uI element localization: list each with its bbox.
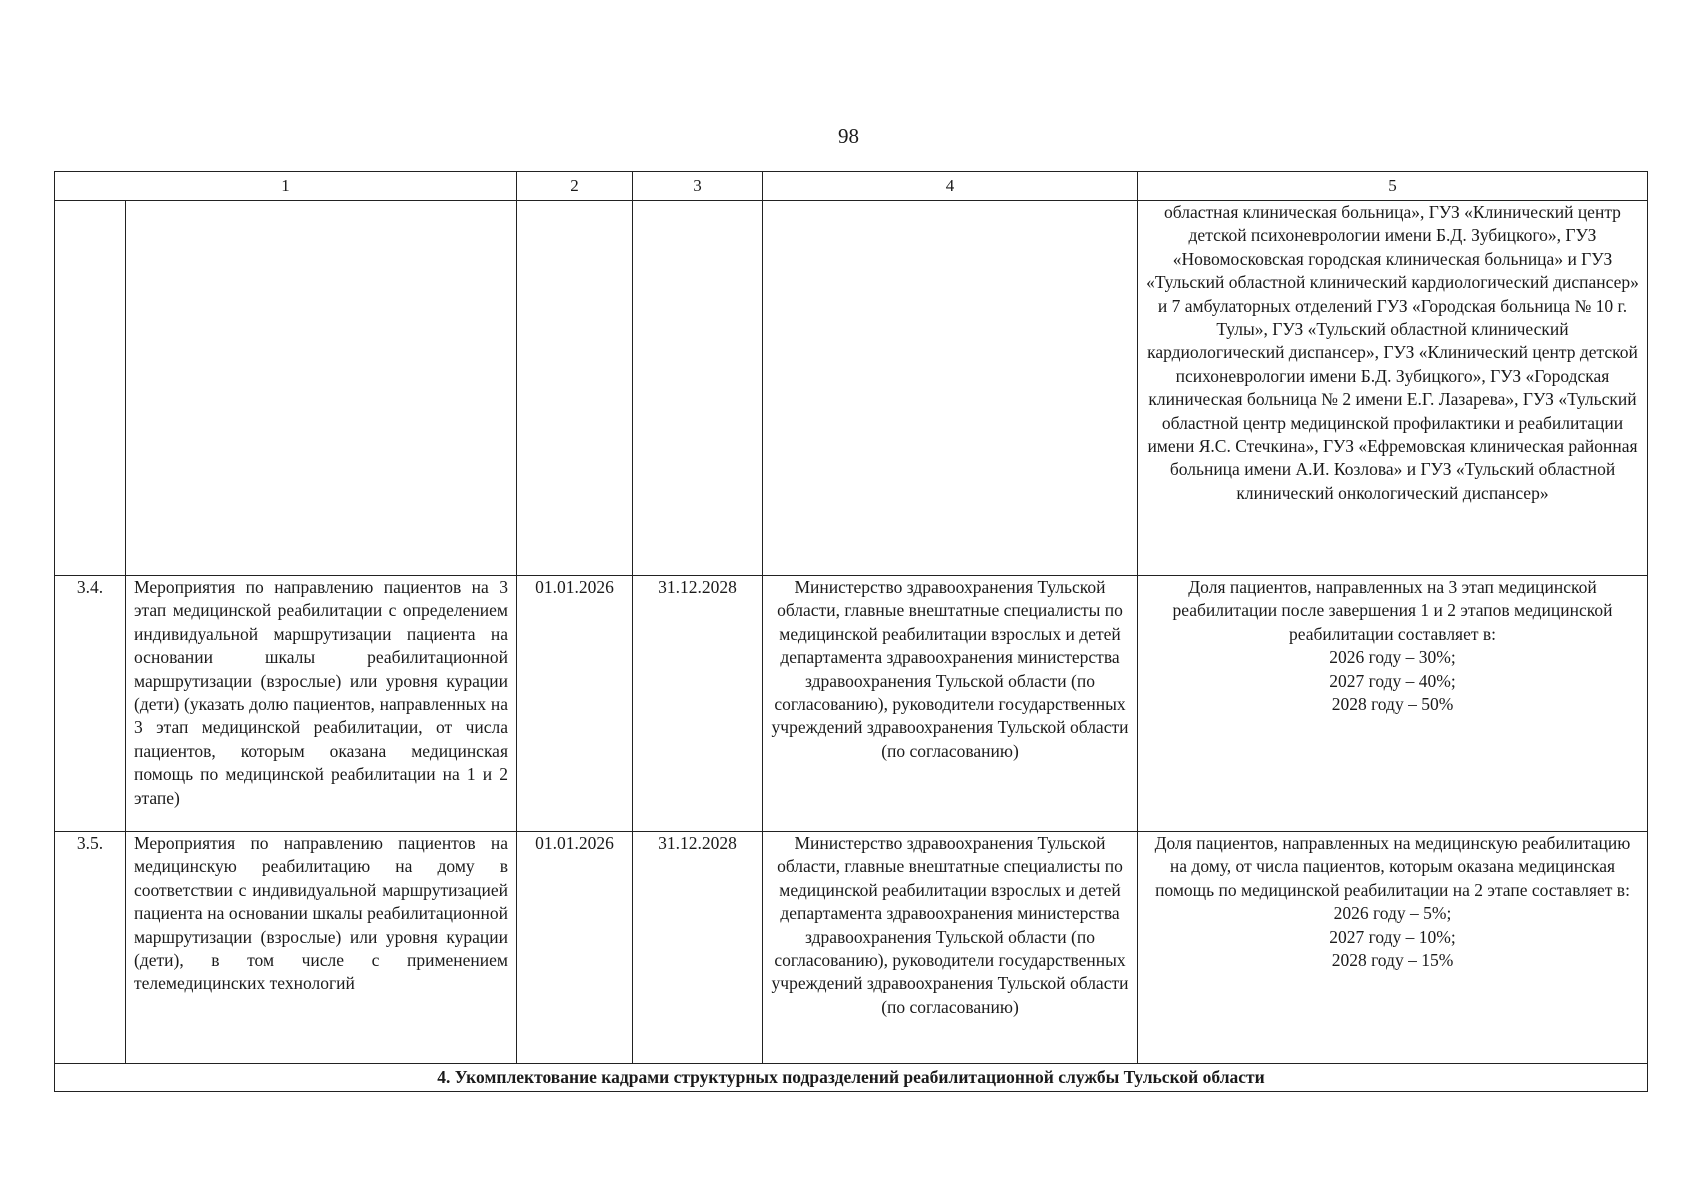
continuation-end-cell <box>633 201 763 576</box>
header-col-1: 1 <box>55 172 517 201</box>
activity-name: Мероприятия по направлению пациентов на 3 этап медицинской реабилитации с определением индивидуальной маршрутизации пациента на основании шкалы реабилитационной маршрутизации (взрослые) или уровня курации (дети) (указать долю пациентов, направленных на 3 этап медицинской реабилитации, от числа пациентов, которым оказана медицинская помощь по медицинской реабилитации на 1 и 2 этапе) <box>126 576 517 832</box>
start-date: 01.01.2026 <box>517 832 633 1064</box>
end-date: 31.12.2028 <box>633 576 763 832</box>
page-number: 98 <box>838 124 859 148</box>
continuation-name-cell <box>126 201 517 576</box>
responsible-executors: Министерство здравоохранения Тульской области, главные внештатные специалисты по медицинской реабилитации взрослых и детей департамента здравоохранения министерства здравоохранения Тульской области (по согласованию), руководители государственных учреждений здравоохранения Тульской области (по согласованию) <box>763 832 1138 1064</box>
indicator-cell <box>1138 576 1648 832</box>
indicator-cell <box>1138 832 1648 1064</box>
table-row-continuation <box>55 201 1648 576</box>
continuation-num-cell <box>55 201 126 576</box>
table-row-3-4 <box>55 576 1648 832</box>
indicator-year-2028: 2028 году – 50% <box>1331 694 1454 715</box>
indicator-year-2027: 2027 году – 40%; <box>1329 670 1456 691</box>
indicator-text: Доля пациентов, направленных на медицинскую реабилитацию на дому, от числа пациентов, которым оказана медицинская помощь по медицинской реабилитации на 2 этапе составляет в: <box>1154 833 1631 900</box>
table-row-3-5 <box>55 832 1648 1064</box>
table-header-row <box>55 172 1648 201</box>
row-number: 3.5. <box>55 832 126 1064</box>
header-col-4: 4 <box>763 172 1138 201</box>
section-title: 4. Укомплектование кадрами структурных подразделений реабилитационной службы Тульской области <box>55 1064 1648 1092</box>
section-header-row <box>55 1064 1648 1092</box>
indicator-year-2026: 2026 году – 30%; <box>1329 647 1456 668</box>
indicator-year-2028: 2028 году – 15% <box>1331 950 1454 971</box>
indicator-year-2026: 2026 году – 5%; <box>1333 903 1452 924</box>
row-number: 3.4. <box>55 576 126 832</box>
continuation-indicator-cell: областная клиническая больница», ГУЗ «Клинический центр детской психоневрологии имени Б.Д. Зубицкого», ГУЗ «Новомосковская городская клиническая больница» и ГУЗ «Тульский областной клинический кардиологический диспансер» и 7 амбулаторных отделений ГУЗ «Городская больница № 10 г. Тулы», ГУЗ «Тульский областной клинический кардиологический диспансер», ГУЗ «Клинический центр детской психоневрологии имени Б.Д. Зубицкого», ГУЗ «Городская клиническая больница № 2 имени Е.Г. Лазарева», ГУЗ «Тульский областной центр медицинской профилактики и реабилитации имени Я.С. Стечкина», ГУЗ «Ефремовская клиническая районная больница имени А.И. Козлова» и ГУЗ «Тульский областной клинический онкологический диспансер» <box>1138 201 1648 576</box>
plan-table <box>54 171 1648 1092</box>
responsible-executors: Министерство здравоохранения Тульской области, главные внештатные специалисты по медицинской реабилитации взрослых и детей департамента здравоохранения министерства здравоохранения Тульской области (по согласованию), руководители государственных учреждений здравоохранения Тульской области (по согласованию) <box>763 576 1138 832</box>
continuation-start-cell <box>517 201 633 576</box>
header-col-3: 3 <box>633 172 763 201</box>
indicator-text: Доля пациентов, направленных на 3 этап медицинской реабилитации после завершения 1 и 2 этапов медицинской реабилитации составляет в: <box>1172 577 1613 644</box>
indicator-year-2027: 2027 году – 10%; <box>1329 926 1456 947</box>
activity-name: Мероприятия по направлению пациентов на медицинскую реабилитацию на дому в соответствии с индивидуальной маршрутизацией пациента на основании шкалы реабилитационной маршрутизации (взрослые) или уровня курации (дети), в том числе с применением телемедицинских технологий <box>126 832 517 1064</box>
end-date: 31.12.2028 <box>633 832 763 1064</box>
header-col-2: 2 <box>517 172 633 201</box>
start-date: 01.01.2026 <box>517 576 633 832</box>
header-col-5: 5 <box>1138 172 1648 201</box>
continuation-responsible-cell <box>763 201 1138 576</box>
